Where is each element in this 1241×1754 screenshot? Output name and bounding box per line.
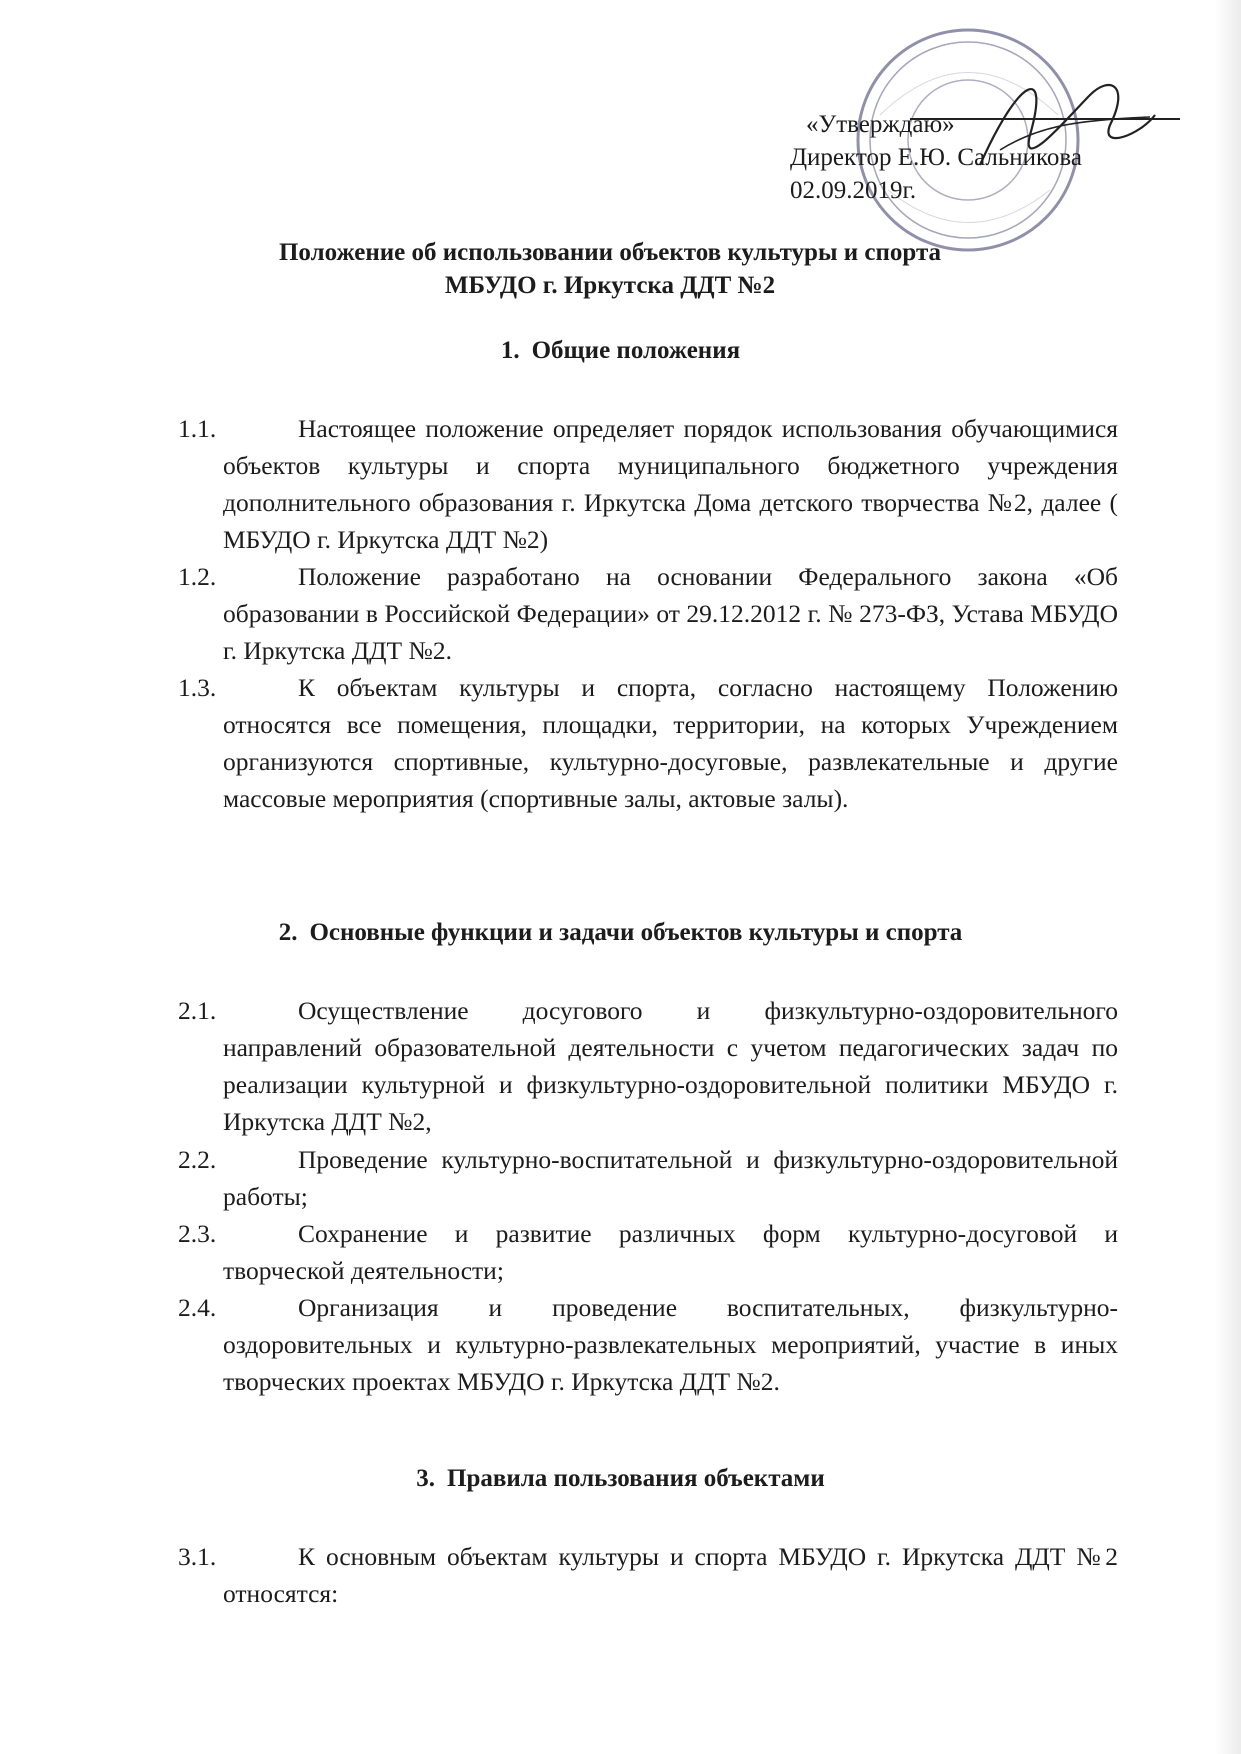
section-title: Правила пользования объектами (447, 1465, 825, 1492)
item-text: К объектам культуры и спорта, согласно настоящему Положению относятся все помещения, площадки, территории, на которых Учреждением организуются спортивные, культурно-досуговые, развлекательные и другие массовые мероприятия (спортивные залы, актовые залы). (223, 673, 1118, 813)
list-item-2-4 (178, 1289, 1118, 1400)
item-text: Проведение культурно-воспитательной и физкультурно-оздоровительной работы; (223, 1145, 1118, 1211)
section-number: 1. (500, 337, 520, 364)
item-number: 2.3. (178, 1219, 217, 1248)
item-text: Положение разработано на основании Федерального закона «Об образовании в Российской Федерации» от 29.12.2012 г. № 273-ФЗ, Устава МБУДО г. Иркутска ДДТ №2. (223, 562, 1118, 665)
title-line-1: Положение об использовании объектов культуры и спорта (278, 239, 942, 266)
item-text: Настоящее положение определяет порядок использования обучающимися объектов культуры и спорта муниципального бюджетного учреждения дополнительного образования г. Иркутска Дома детского творчества №2, далее ( МБУДО г. Иркутска ДДТ №2) (223, 414, 1118, 554)
title-line-2: МБУДО г. Иркутска ДДТ №2 (444, 272, 776, 299)
list-item-1-1 (178, 410, 1118, 558)
item-text: Организация и проведение воспитательных, физкультурно-оздоровительных и культурно-развлекательных мероприятий, участие в иных творческих проектах МБУДО г. Иркутска ДДТ №2. (223, 1293, 1118, 1396)
approval-block (790, 108, 1082, 207)
item-number: 1.1. (178, 414, 217, 443)
item-number: 3.1. (178, 1542, 217, 1571)
list-item-2-1 (178, 992, 1118, 1140)
section-heading-1 (0, 334, 1241, 367)
item-number: 1.2. (178, 562, 217, 591)
section-title: Общие положения (531, 337, 741, 364)
list-item-1-2 (178, 558, 1118, 669)
approval-label: «Утверждаю» (806, 111, 955, 138)
item-text: К основным объектам культуры и спорта МБУДО г. Иркутска ДДТ №2 относятся: (223, 1542, 1118, 1608)
item-text: Сохранение и развитие различных форм культурно-досуговой и творческой деятельности; (223, 1219, 1118, 1285)
item-number: 2.1. (178, 996, 217, 1025)
document-title (180, 236, 1040, 302)
approval-director: Директор Е.Ю. Сальникова (790, 144, 1082, 171)
item-number: 2.2. (178, 1145, 217, 1174)
list-item-1-3 (178, 669, 1118, 817)
list-item-2-3 (178, 1215, 1118, 1289)
item-number: 1.3. (178, 673, 217, 702)
approval-date: 02.09.2019г. (790, 177, 917, 204)
item-number: 2.4. (178, 1293, 217, 1322)
item-text: Осуществление досугового и физкультурно-оздоровительного направлений образовательной деятельности с учетом педагогических задач по реализации культурной и физкультурно-оздоровительной политики МБУДО г. Иркутска ДДТ №2, (223, 996, 1118, 1136)
section-heading-2 (0, 916, 1241, 949)
section-heading-3 (0, 1462, 1241, 1495)
list-item-2-2 (178, 1141, 1118, 1215)
list-item-3-1 (178, 1538, 1118, 1612)
section-number: 2. (278, 919, 298, 946)
section-title: Основные функции и задачи объектов культуры и спорта (309, 919, 963, 946)
section-number: 3. (416, 1465, 436, 1492)
